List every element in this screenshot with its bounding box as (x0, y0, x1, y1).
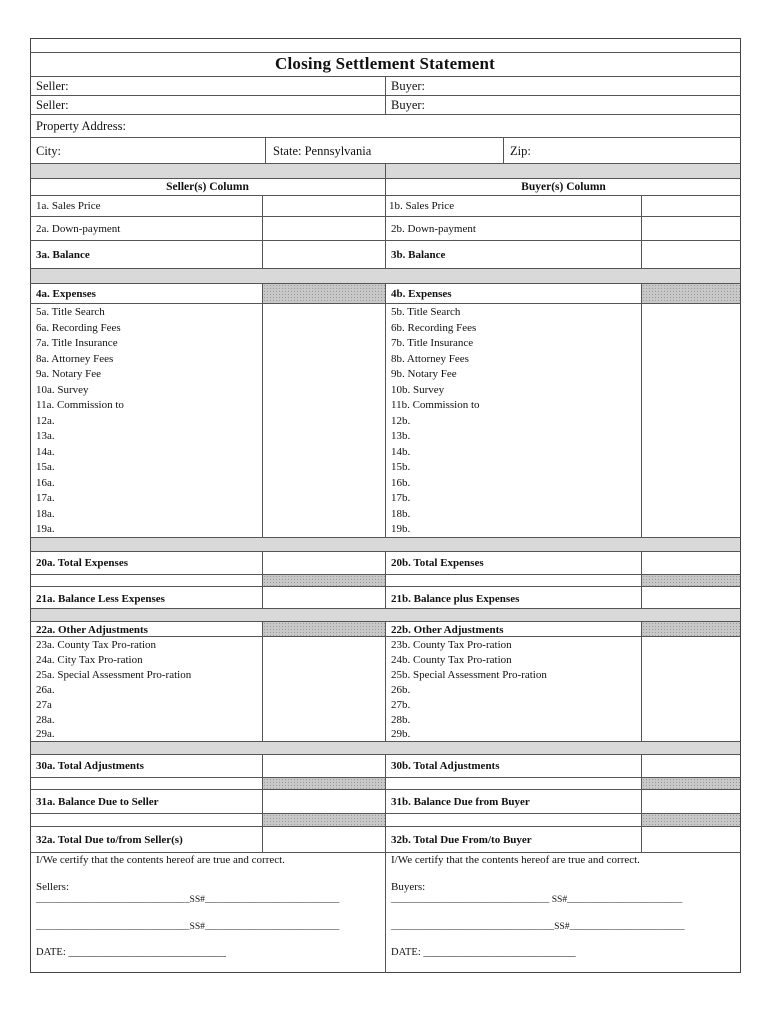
divider (30, 813, 741, 814)
shaded-cell (263, 622, 385, 636)
divider (265, 137, 266, 163)
seller-expense-item: 14a. (36, 445, 55, 458)
seller-adjustment-item: 29a. (36, 728, 55, 741)
buyer-expense-item: 8b. Attorney Fees (391, 352, 469, 365)
buyer-expense-item: 12b. (391, 414, 411, 427)
seller-adjustment-item: 25a. Special Assessment Pro-ration (36, 668, 192, 681)
zip-label: Zip: (510, 144, 531, 158)
row-30a-label: 30a. Total Adjustments (36, 760, 144, 772)
seller-adjustment-item: 28a. (36, 713, 55, 726)
seller-expense-item: 6a. Recording Fees (36, 321, 121, 334)
buyer-expense-item: 9b. Notary Fee (391, 368, 457, 380)
spacer-band (31, 538, 740, 551)
sellers-label: Sellers: (36, 881, 69, 893)
buyer-adjustment-item: 24b. County Tax Pro-ration (391, 653, 512, 666)
divider (30, 852, 741, 853)
seller-adjustment-item: 27a (36, 698, 52, 711)
buyer-adjustment-item: 27b. (391, 698, 411, 711)
buyer-adjustment-item: 26b. (391, 683, 411, 696)
divider (30, 789, 741, 790)
shaded-cell (263, 778, 385, 789)
buyer-adjustment-item: 23b. County Tax Pro-ration (391, 639, 512, 651)
buyer-expense-item: 10b. Survey (391, 383, 445, 396)
shaded-cell (263, 814, 385, 826)
row-3a-label: 3a. Balance (36, 249, 90, 261)
seller-label-1: Seller: (36, 79, 69, 93)
divider (30, 551, 741, 552)
divider (30, 586, 741, 587)
row-1a-label: 1a. Sales Price (36, 200, 101, 212)
shaded-cell (263, 284, 385, 303)
row-22a-label: 22a. Other Adjustments (36, 624, 148, 636)
row-30b-label: 30b. Total Adjustments (391, 760, 500, 772)
row-31a-label: 31a. Balance Due to Seller (36, 796, 159, 808)
divider (30, 754, 741, 755)
buyer-date-line[interactable]: DATE: _____________________________ (391, 947, 576, 958)
state-label: State: Pennsylvania (273, 144, 372, 158)
row-32a-label: 32a. Total Due to/from Seller(s) (36, 834, 183, 846)
buyer-expense-item: 5b. Title Search (391, 306, 461, 318)
certify-text-buyer: I/We certify that the contents hereof are true and correct. (391, 854, 640, 866)
seller-expense-item: 9a. Notary Fee (36, 368, 102, 380)
divider (30, 283, 741, 284)
buyer-expense-item: 17b. (391, 492, 411, 504)
buyer-expense-item: 7b. Title Insurance (391, 337, 474, 349)
buyer-adjustment-item: 29b. (391, 728, 411, 741)
seller-expense-item: 13a. (36, 430, 55, 442)
seller-expense-item: 7a. Title Insurance (36, 337, 118, 349)
divider (30, 303, 741, 304)
divider (30, 777, 741, 778)
buyer-expense-item: 18b. (391, 507, 411, 520)
buyer-expense-item: 15b. (391, 461, 411, 473)
row-3b-label: 3b. Balance (391, 249, 446, 261)
seller-adjustment-item: 24a. City Tax Pro-ration (36, 653, 143, 666)
seller-label-2: Seller: (36, 98, 69, 112)
seller-expense-item: 10a. Survey (36, 383, 89, 396)
seller-expense-item: 18a. (36, 507, 55, 520)
shaded-cell (642, 575, 740, 586)
city-label: City: (36, 144, 62, 158)
spacer-band (31, 609, 740, 621)
property-address-label: Property Address: (36, 119, 126, 133)
spacer-band (31, 269, 740, 283)
row-2b-label: 2b. Down-payment (391, 223, 476, 235)
row-20a-label: 20a. Total Expenses (36, 557, 128, 569)
buyer-signature-line-2[interactable]: __________________________________SS#________________________ (391, 921, 685, 932)
spacer-band (31, 742, 740, 754)
row-21b-label: 21b. Balance plus Expenses (391, 593, 520, 605)
shaded-cell (642, 284, 740, 303)
divider (385, 76, 386, 114)
divider (503, 137, 504, 163)
buyer-expense-item: 11b. Commission to (391, 399, 480, 411)
buyer-signature-line-1[interactable]: _________________________________ SS#________________________ (391, 894, 683, 905)
row-20b-label: 20b. Total Expenses (391, 557, 484, 569)
page-title: Closing Settlement Statement (275, 54, 495, 73)
row-4a-label: 4a. Expenses (36, 288, 96, 300)
buyer-expense-item: 13b. (391, 430, 411, 442)
seller-expense-item: 8a. Attorney Fees (36, 352, 114, 365)
seller-expense-item: 12a. (36, 414, 55, 427)
seller-expense-item: 5a. Title Search (36, 306, 105, 318)
certify-text-seller: I/We certify that the contents hereof are true and correct. (36, 854, 285, 866)
row-1b-label: 1b. Sales Price (389, 200, 455, 212)
seller-expense-item: 17a. (36, 492, 55, 504)
row-32b-label: 32b. Total Due From/to Buyer (391, 834, 532, 846)
seller-expense-item: 11a. Commission to (36, 399, 124, 411)
seller-date-line[interactable]: DATE: ______________________________ (36, 947, 226, 958)
row-4b-label: 4b. Expenses (391, 288, 452, 300)
seller-signature-line-2[interactable]: ________________________________SS#____________________________ (36, 921, 340, 932)
row-22b-label: 22b. Other Adjustments (391, 624, 504, 636)
seller-signature-line-1[interactable]: ________________________________SS#____________________________ (36, 894, 340, 905)
seller-expense-item: 16a. (36, 476, 55, 489)
buyer-expense-item: 16b. (391, 476, 411, 489)
row-31b-label: 31b. Balance Due from Buyer (391, 796, 530, 808)
row-2a-label: 2a. Down-payment (36, 223, 121, 235)
buyer-column-header: Buyer(s) Column (521, 181, 606, 193)
buyers-label: Buyers: (391, 881, 426, 893)
divider (30, 636, 741, 637)
divider (30, 621, 741, 622)
seller-expense-item: 19a. (36, 523, 55, 535)
divider (30, 114, 741, 115)
divider (30, 52, 741, 53)
buyer-adjustment-item: 28b. (391, 713, 411, 726)
seller-column-header: Seller(s) Column (166, 181, 249, 193)
divider (30, 574, 741, 575)
divider (30, 826, 741, 827)
buyer-expense-item: 19b. (391, 523, 411, 535)
shaded-cell (642, 778, 740, 789)
seller-expense-item: 15a. (36, 461, 55, 473)
shaded-cell (642, 622, 740, 636)
row-21a-label: 21a. Balance Less Expenses (36, 593, 165, 605)
seller-adjustment-item: 26a. (36, 683, 55, 696)
buyer-expense-item: 14b. (391, 445, 411, 458)
buyer-label-1: Buyer: (391, 79, 426, 93)
seller-adjustment-item: 23a. County Tax Pro-ration (36, 639, 157, 651)
divider (30, 137, 741, 138)
divider (30, 216, 741, 217)
buyer-expense-item: 6b. Recording Fees (391, 321, 477, 334)
shaded-cell (642, 814, 740, 826)
buyer-adjustment-item: 25b. Special Assessment Pro-ration (391, 668, 547, 681)
divider (30, 240, 741, 241)
buyer-label-2: Buyer: (391, 98, 426, 112)
shaded-cell (263, 575, 385, 586)
